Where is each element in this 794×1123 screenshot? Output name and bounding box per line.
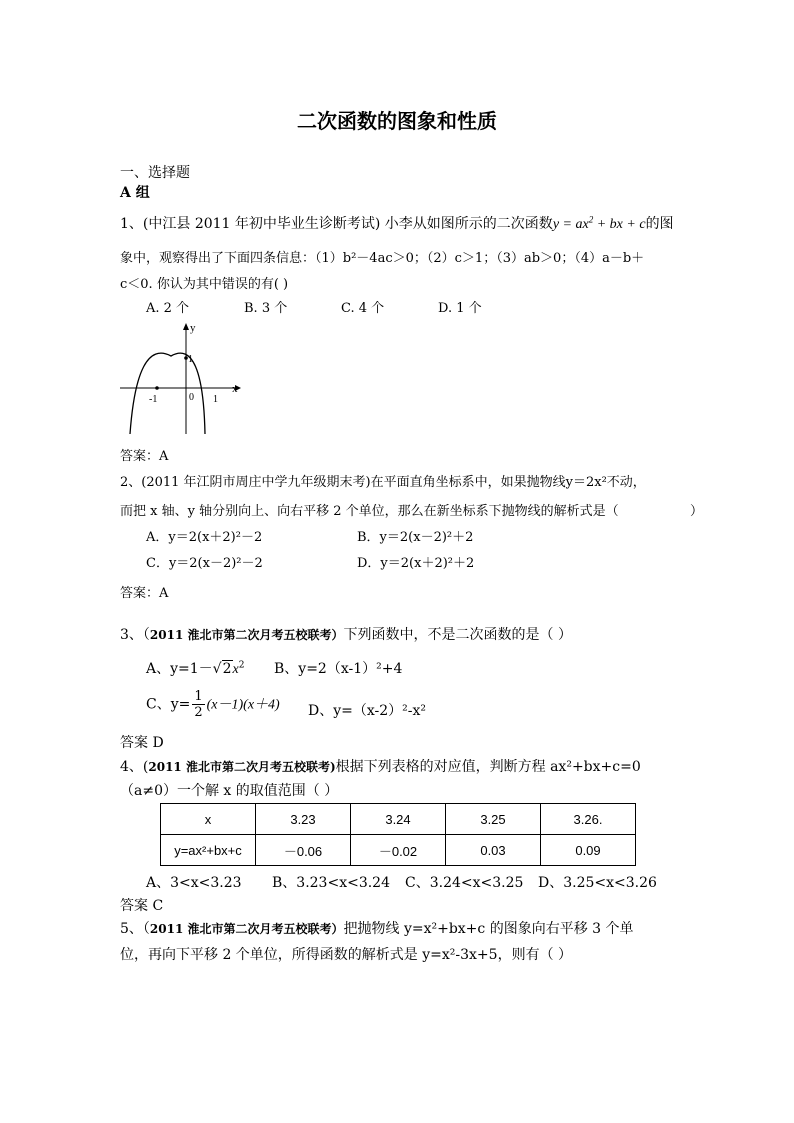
tick-origin: 0 bbox=[189, 392, 194, 403]
table-cell: 3.26. bbox=[541, 804, 636, 835]
q3-option-a: A、$y=1-√2x^2$ bbox=[146, 660, 245, 677]
table-cell: 3.23 bbox=[256, 804, 351, 835]
q2-option-d: D．y＝2(x＋2)²＋2 bbox=[357, 556, 475, 571]
q4-option-b: B、3.23<x<3.24 bbox=[272, 875, 390, 891]
q3-num: 3、（ bbox=[120, 627, 150, 643]
point-minus1-0 bbox=[155, 386, 159, 390]
section-heading: 一、选择题 bbox=[120, 165, 190, 181]
x-axis-label: x bbox=[232, 383, 238, 395]
q5-line2: 位，再向下平移 2 个单位，所得函数的解析式是 y=x²-3x+5，则有（ ） bbox=[120, 947, 573, 963]
q1-tail: 的图 bbox=[645, 216, 674, 232]
q4-option-d: D、3.25<x<3.26 bbox=[538, 875, 657, 891]
q5-text: 把抛物线 y=x²+bx+c 的图象向右平移 3 个单 bbox=[343, 921, 634, 937]
q3-answer: 答案 D bbox=[120, 735, 164, 751]
page-title: 二次函数的图象和性质 bbox=[297, 109, 497, 133]
q1-formula: $y = ax^2$ + bx + c bbox=[552, 214, 646, 232]
q1-head: 1、(中江县 2011 年初中毕业生诊断考试) 小李从如图所示的二次函数 bbox=[120, 216, 553, 232]
table-row bbox=[161, 804, 636, 835]
q4-text: 根据下列表格的对应值，判断方程 ax²+bx+c=0 bbox=[335, 759, 641, 775]
q2-option-c: C．y＝2(x－2)²－2 bbox=[146, 556, 263, 571]
q2-option-b: B．y＝2(x－2)²＋2 bbox=[357, 530, 474, 545]
q1-line1 bbox=[120, 213, 674, 233]
q3-option-b: B、y=2（x-1）²+4 bbox=[274, 661, 403, 677]
q5-num: 5、（ bbox=[120, 921, 150, 937]
table-cell: －0.02 bbox=[351, 835, 446, 866]
q1-line3: c＜0. 你认为其中错误的有( ) bbox=[120, 277, 289, 292]
q2-line1: 2、(2011 年江阴市周庄中学九年级期末考)在平面直角坐标系中，如果抛物线y＝2x²不动， bbox=[120, 475, 646, 490]
q5-source: 2011 淮北市第二次月考五校联考） bbox=[149, 922, 344, 936]
q3-source: 2011 淮北市第二次月考五校联考） bbox=[149, 628, 344, 642]
q4-line1 bbox=[120, 756, 641, 776]
q2-option-a: A．y＝2(x＋2)²－2 bbox=[146, 530, 263, 545]
table-cell: y=ax²+bx+c bbox=[161, 835, 256, 866]
q1-parabola-graph bbox=[115, 318, 245, 436]
y-axis-label: y bbox=[190, 322, 196, 334]
group-heading: A 组 bbox=[120, 185, 150, 201]
q4-num: 4、( bbox=[120, 759, 149, 775]
q2-line2: 而把 x 轴、y 轴分别向上、向右平移 2 个单位，那么在新坐标系下抛物线的解析式是（ bbox=[120, 504, 619, 519]
tick-x1: 1 bbox=[213, 394, 218, 405]
q3-text: 下列函数中，不是二次函数的是（ ） bbox=[343, 627, 572, 643]
table-cell: 0.09 bbox=[541, 835, 636, 866]
tick-y1: 1 bbox=[188, 354, 193, 365]
tick-xm1: -1 bbox=[149, 394, 158, 405]
q4-option-a: A、3<x<3.23 bbox=[146, 875, 242, 891]
q1-option-c: C. 4 个 bbox=[341, 301, 385, 316]
q4-source: 2011 淮北市第二次月考五校联考) bbox=[148, 760, 336, 774]
table-cell: 0.03 bbox=[446, 835, 541, 866]
table-cell: －0.06 bbox=[256, 835, 351, 866]
q1-option-d: D. 1 个 bbox=[438, 301, 482, 316]
y-axis-arrow bbox=[183, 323, 189, 330]
table-cell: 3.24 bbox=[351, 804, 446, 835]
q4-value-table bbox=[160, 803, 636, 866]
table-cell: x bbox=[161, 804, 256, 835]
q1-answer: 答案：A bbox=[120, 449, 169, 464]
q4-line2: （a≠0）一个解 x 的取值范围（ ） bbox=[120, 783, 339, 799]
q4-answer: 答案 C bbox=[120, 898, 164, 914]
q3-option-d: D、y=（x-2）²-x² bbox=[308, 703, 427, 719]
q1-option-b: B. 3 个 bbox=[244, 301, 288, 316]
q2-paren-close: ） bbox=[690, 504, 704, 519]
q1-option-a: A. 2 个 bbox=[146, 301, 190, 316]
q5-line1 bbox=[120, 918, 634, 938]
table-cell: 3.25 bbox=[446, 804, 541, 835]
q3-option-c: C、y= $\frac{1}{2}$ (x－1)(x＋4) bbox=[146, 689, 280, 720]
q4-option-c: C、3.24<x<3.25 bbox=[405, 875, 524, 891]
q2-answer: 答案：A bbox=[120, 586, 169, 601]
table-row bbox=[161, 835, 636, 866]
q3-line1 bbox=[120, 624, 572, 644]
q1-line2: 象中，观察得出了下面四条信息：（1）b²－4ac＞0；（2）c＞1；（3）ab＞0；（4）a－b＋ bbox=[120, 251, 645, 266]
